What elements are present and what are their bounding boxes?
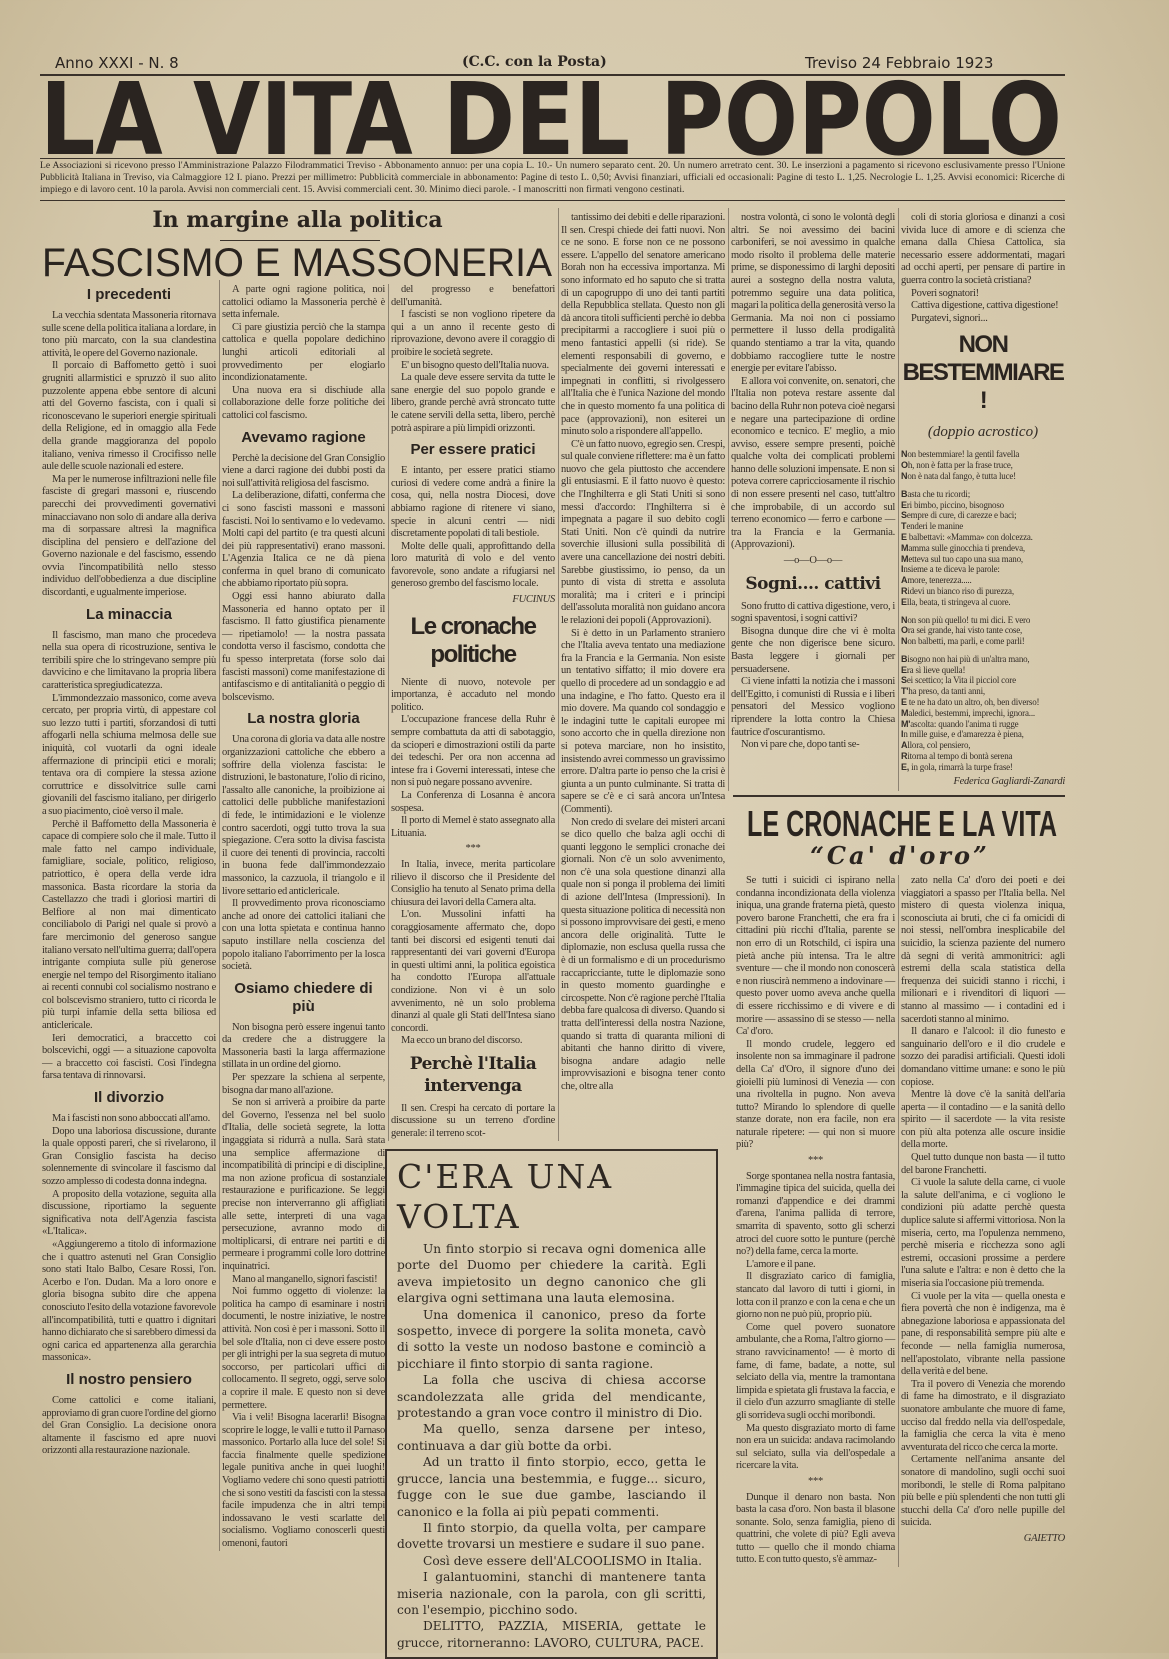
paragraph: La Conferenza di Losanna è ancora sospesa. (391, 790, 555, 814)
lead-kicker: In margine alla politica (152, 207, 443, 233)
title-rule (40, 158, 1065, 159)
paragraph: Perchè il Baffometto della Massoneria è capace di compiere solo che il male. Tutto il male fatto nel campo individuale, famigliare, sociale, politico, religioso, patriottico, è opera della verde idra massonica. Basta ricordare la storia da Castellazzo che tradì i gloriosi martiri di Belfiore al non mai dimenticato conciliabolo di Parigi nel quale si provò a fare mercimonio del generoso sangue italiano versato nell'ultima guerra; dall'opera intrigante compiuta sulle più generose energie nel tempo del Risorgimento italiano ai recenti connubi col socialismo nostrano e col bolscevismo straniero, tutto ci ricorda le più turpi infamie della setta biliosa ed anticlericale. (42, 818, 216, 1032)
paragraph: A proposito della votazione, seguita alla discussione, riportiamo la seguente significativa nota dell'Agenzia fascista «L'Italica». (42, 1188, 216, 1238)
paragraph: Ieri democratici, a braccetto coi bolscevichi, oggi — a situazione capovolta — a braccetto coi fascisti. Così l'indegna farsa tentava di rinnovarsi. (42, 1032, 216, 1082)
paragraph: La quale deve essere servita da tutte le sane energie del suo popolo grande e libero, grande perchè avrà stroncato tutte le catene servili della setta, libero, perchè potrà aspirare a più limpidi orizzonti. (391, 372, 555, 434)
byline: FUCINUS (512, 594, 555, 606)
paragraph: Se tutti i suicidi ci ispirano nella condanna incondizionata della violenza iniqua, una grande fraterna pietà, questo povero barone Franchetti, che era fra i cittadini più ricchi d'Italia, parente se non erro di un Rotschild, ci ispira una pietà anche più intensa. Tra le altre sventure — che il mondo non conoscerà e non riuscirà nemmeno a indovinare — questo pover uomo aveva anche quella di essere ricchissimo e di vivere e di morire — assassino di se stesso — nella Ca' d'oro. (736, 875, 895, 1038)
section-heading: La nostra gloria (247, 710, 360, 728)
column-divider (898, 208, 899, 791)
paragraph: L'immondezzaio massonico, come aveva cercato, per propria virtù, di appestare col suo lezzo tutti i partiti, sforzandosi di tutti affogarli nella schiuma melmosa delle sue iniquità, col vuotarli da ogni ideale affermazione di principii etici e morali; tentava ora di compiere la stessa azione corruttrice e dissolvitrice sulle carni giovanili del fascismo italiano, per dirigerlo a suo piacimento, cioè verso il male. (42, 692, 216, 817)
paragraph: Non credo di svelare dei misteri arcani se dico quello che balza agli occhi di quanti leggono le semplici cronache dei giornali. Non c'è un solo avvenimento, non c'è una sola questione dinanzi alla quale non si ponga il problema dei limiti di azione dell'Intesa (Impressioni). In questa situazione politica di necessità non si possono improvvisare dei gesti, e meno ancora delle originalità. Tutte le diplomazie, non esclusa quella russa che è di un formalismo e di un procedurismo raccapricciante, tutte le diplomazie sono in questo momento guardinghe e circospette. Non c'è ragione perchè l'Italia debba fare qualcosa di diverso. Quando si tratta dell'interessi della nostra Nazione, quando si tratta di quaranta milioni di abitanti che hanno diritto di vivere, bisogna andare adagio nelle improvvisazioni e bisogna tener conto che, oltre alla (561, 816, 725, 1092)
paragraph: Ma ecco un brano del discorso. (401, 1035, 523, 1047)
article-headline: Le cronache politiche (410, 612, 536, 668)
cronache-vita-subhead: “Ca' d'oro” (810, 841, 990, 870)
paragraph: Sono frutto di cattiva digestione, vero, i sogni spaventosi, i sogni cattivi? (731, 600, 895, 625)
section-heading: I precedenti (86, 286, 172, 303)
poem-line: Allora, col pensiero, (901, 740, 971, 751)
svg-text:FASCISMO E MASSONERIA: FASCISMO E MASSONERIA (42, 242, 553, 278)
section-heading: Avevamo ragione (241, 428, 366, 446)
paragraph: C'è un fatto nuovo, egregio sen. Crespi, sul quale conviene riflettere: ma è un fatto nuovo che gela piuttosto che accendere gli entusiasmi. E il fatto nuovo è questo: che l'Inghilterra e gli Stati Uniti si sono messi d'accordo: l'Inghilterra si è impegnata a pagare il suo debito cogli Stati Uniti. Non c'è quindi da nutrire soverchie illusioni sulla possibilità di avere una cancellazione dei nostri debiti. Sarebbe giustissimo, io penso, da un punto di vista di stretta e assoluta moralità; ma i criteri e i principi dell'assoluta moralità non guidano ancora le relazioni dei popoli (Approvazioni). (561, 438, 725, 626)
paragraph: In Italia, invece, merita particolare rilievo il discorso che il Presidente del Consiglio ha tenuto al Senato prima della chiusura dei lavori della Camera alta. (391, 858, 555, 908)
byline: GAIETTO (1023, 1532, 1065, 1544)
box-paragraph: La folla che usciva di chiesa accorse scandolezzata alle grida del mendicante, protestando a gran voce contro il ministro di Dio. (397, 1373, 706, 1421)
column-5 (731, 212, 895, 752)
poem-line: T'ha preso, da tanti anni, (901, 686, 985, 697)
cronache-vita-headline (745, 799, 1060, 841)
paragraph: del progresso e benefattori dell'umanità. (391, 284, 555, 308)
paragraph: L'on. Mussolini infatti ha coraggiosamente affermato che, dopo tanti bei discorsi ed esigenti tenuti dai rappresentanti dei vari governi d'Europa in questi ultimi anni, la politica egoistica ha condotto l'Europa all'attuale condizione. Non vi è un solo avvenimento, nè un solo problema dinanzi al quale gli Stati dell'Intesa siano concordi. (391, 909, 555, 1034)
poem-line: Bisogno non hai più di un'altra mano, (901, 653, 1030, 664)
paragraph: Il disgraziato carico di famiglia, stancato dal lavoro di tutti i giorni, in lotta con il pranzo e con la cena e che un giorno non ne può più, proprio più. (736, 1271, 895, 1321)
section-heading: Per essere pratici (410, 441, 536, 459)
paragraph: Certamente nell'anima ansante del sonatore di mandolino, sugli occhi suoi moribondi, le stelle di Roma palpitano più belle e più splendenti che non tutti gli stucchi della Ca' d'oro nelle pupille del suicida. (901, 1454, 1065, 1529)
poem-line: Tenderi le manine (901, 521, 964, 532)
box-paragraph: Un finto storpio si recava ogni domenica alle porte del Duomo per chiedere la carità. Egli aveva impietosito un degno canonico che gli elargiva ogni settimana una lauta elemosina. (397, 1242, 706, 1306)
column-6 (901, 212, 1065, 791)
paragraph: Come cattolici e come italiani, approviamo di gran cuore l'ordine del giorno del Gran Consiglio. La decisione onora altamente il fascismo ed apre nuovi orizzonti alla restaurazione nazionale. (42, 1394, 216, 1457)
paragraph: Una nuova era si dischiude alla collaborazione delle forze politiche dei cattolici col fascismo. (222, 384, 385, 421)
paragraph: Se non si arriverà a proibire da parte del Governo, l'essenza nel bel suolo d'Italia, delle società segrete, la lotta ingaggiata si ridurrà a nulla. Sarà stata una semplice affermazione di incompatibilità di principi e di discipline, ma non azione proficua di sostanziale restaurazione e purificazione. Se leggi precise non interverranno gli affigliati alle sette, interpreti di una vaga persecuzione, avranno modo di moltiplicarsi, di entrare nei partiti e di permeare i programmi colle loro dottrine inquinatrici. (222, 1097, 385, 1272)
paragraph: L'occupazione francese della Ruhr è sempre combattuta da atti di sabotaggio, da scioperi e dimostrazioni ostili da parte dei tedeschi. Per ora non accenna ad intese fra i Governi interessati, intese che non si può negare possano avvenire. (391, 714, 555, 789)
box-paragraph: Così deve essere dell'ALCOOLISMO in Italia. (423, 1553, 703, 1568)
paragraph: Ma i fascisti non sono abboccati all'amo. (52, 1113, 211, 1125)
box-paragraph: Il finto storpio, da quella volta, per campare dovette trovarsi un mestiere e sudare il suo pane. (397, 1520, 706, 1552)
paragraph: Il sen. Crespi ha cercato di portare la discussione su un terreno d'ordine generale: il terreno scot- (391, 1102, 555, 1140)
paragraph: Il porto di Memel è stato assegnato alla Lituania. (391, 815, 555, 839)
paragraph: Come quel povero suonatore ambulante, che a Roma, l'altro giorno — strano ravvicinamento! — è morto di fame, di fame, badate, a notte, sul selciato della via, mentre la tramontana limpida e spietata gli frustava la faccia, e il cielo d'un azzurro smagliante di stelle gli sorrideva sugli occhi moribondi. (736, 1321, 895, 1421)
paragraph: Si è detto in un Parlamento straniero che l'Italia aveva tentato una mediazione fra la Francia e la Germania. Non esiste un tentativo siffatto; il mio dovere era quello di procedere ad un sondaggio e ad una indagine, e l'ho fatto. Questo era il mio dovere. Ma quando col sondaggio e le indagini tutte le capitali europee mi sono accorto che in quella direzione non si poteva marciare, non ho insistito, insistendo avrei commesso un gravissimo errore. D'altra parte io penso che la crisi è giunta a un punto culminante. Si tratta di sapere se c'è e ci sarà ancora un'Intesa (Commenti). (561, 627, 725, 815)
section-heading: Osiamo chiedere di più (234, 979, 373, 1015)
byline: Federica Gagliardi-Zanardi (953, 775, 1065, 787)
paragraph: A parte ogni ragione politica, noi cattolici odiamo la Massoneria perchè è setta infernale. (222, 284, 385, 321)
poem-line: Ora sei grande, hai visto tante cose, (901, 625, 1023, 636)
poem-line: Sempre di cure, di carezze e baci; (901, 510, 1017, 521)
poem-line: Ella, beata, ti stringeva al cuore. (901, 596, 1011, 607)
paragraph: «Aggiungeremo a titolo di informazione che i quattro astenuti nel Gran Consiglio sono stati Italo Balbo, Cesare Rossi, l'on. Acerbo e l'on. Dudan. Ma a loro onore e gloria bisogna subito dire che appena conosciuto l'esito della votazione favorevole all'incompatibilità, tutti e quattro i dignitari hanno dichiarato che si sarebbero dimessi da ogni carica ed appartenenza alla gerarchia massonica». (42, 1238, 216, 1364)
paragraph: Ci viene infatti la notizia che i massoni dell'Egitto, i comunisti di Russia e i liberi pensatori del Messico vogliono riprendere la lotta contro la Chiesa fautrice d'oscurantismo. (731, 676, 895, 738)
postal-note: (C.C. con la Posta) (462, 54, 607, 70)
section-rule (733, 795, 1065, 797)
box-paragraph: Ad un tratto il finto storpio, ecco, getta le grucce, lancia una bestemmia, e fugge... sicuro, fugge con le sue due gambe, lasciando il canonico e la folla ai più pepati commenti. (397, 1455, 706, 1519)
paragraph: Il porcaio di Baffometto gettò i suoi grugniti allarmistici e spruzzò il suo alito puzzolente appena ebbe sentore di alcuni atti del Governo fascista, con i quali si riconoscevano le superiori energie spirituali della Religione, ed in omaggio alla Fede della grande maggioranza del popolo italiano, veniva rimesso il Crocifisso nelle aule delle scuole nazionali ed estere. (42, 360, 216, 473)
poem-line: E, in gola, rimarrà la turpe frase! (901, 761, 1013, 772)
paragraph: Bisogna dunque dire che vi è molta gente che non digerisce bene sicuro. Basta leggere i giornali per persuadersene. (731, 625, 895, 675)
paragraph: Il danaro e l'alcool: il dio funesto e sanguinario dell'oro e il dio crudele e sozzo dei paradisi artificiali. Questi idoli domandano vittime umane: e sono le più copiose. (901, 1026, 1065, 1088)
paragraph: Poveri sognatori! (911, 287, 979, 299)
paragraph: Noi fummo oggetto di violenze: la politica ha campo di esaminare i nostri documenti, le nostre iniziative, le nostre attività. Non così è per i massoni. Sotto il bel sole d'Italia, non ci deve essere posto per gli intrighi per la sua segreta di mutuo soccorso, per particolari uffici di collocamento. Il segreto, oggi, serve solo a coprire il male. E questo non si deve permettere. (222, 1286, 385, 1411)
separator: —o—O—o— (783, 555, 843, 567)
paragraph: Il mondo crudele, leggero ed insolente non sa immaginare il padrone della Ca' d'Oro, il signore d'uno dei gioielli più luminosi di Venezia — con una rivoltella in pugno. Non aveva tutto? Mirando lo splendore di quelle stanze dorate, non era facile, non era naturale ripetere: — qui non si muore più? (736, 1038, 895, 1151)
column-2 (222, 284, 385, 1551)
poem-line: E te ne ha dato un altro, oh, ben diverso! (901, 697, 1040, 708)
column-3 (391, 284, 555, 1141)
poem-line: Era sì lieve quella! (901, 664, 966, 675)
column-divider (898, 875, 899, 1567)
poem-line: Non bestemmiare! la gentil favella (901, 449, 1020, 460)
lead-headline (40, 242, 555, 278)
paragraph: Ma per le numerose infiltrazioni nelle file fasciste di gregari massoni e, riuscendo parecchi dei provvedimenti governativi minacciavano non solo di andare alla deriva ma di sorpassare altresì la magnifica disciplina del pensiero e dell'azione del Governo nazionale e del fascismo, essendo ovvia l'incompatibilità nello stesso individuo dell'obbedienza a due discipline discordanti, e ugualmente imperiose. (42, 473, 216, 599)
paragraph: La deliberazione, difatti, conferma che ci sono fascisti massoni e massoni fascisti. Noi lo sentivamo e lo vedevamo. Molti capi del partito (e tra questi alcuni dei più rappresentativi) erano massoni. L'Agenzia Italica ce ne dà piena conferma in quel brano di comunicato che abbiamo riportato più sopra. (222, 490, 385, 590)
notice-rule (40, 200, 1065, 201)
paragraph: Non bisogna però essere ingenui tanto da credere che a distruggere la Massoneria basti la larga affermazione stillata in un ordine del giorno. (222, 1021, 385, 1071)
column-divider (219, 280, 220, 1551)
poem-line: Maledici, bestemmi, imprechi, ignora... (901, 707, 1035, 718)
box-title: C'ERA UNA VOLTA (397, 1157, 614, 1236)
paragraph: tantissimo dei debiti e delle riparazioni. Il sen. Crespi chiede dei fatti nuovi. Non ce ne sono. E forse non ce ne possono essere. L'appello del senatore americano Borah non ha eccessiva importanza. Mi sono informato ed ho saputo che si tratta di un capogruppo di uno dei tanti partiti della Repubblica stellata. Questo non gli dà ancora titoli sufficienti perchè io debba precipitarmi a raccogliere i suoi più o meno fantastici appelli (si ride). Se elementi responsabili di governo, e specialmente dei governi interessati e impegnati in conflitti, si rivolgessero all'Italia che è l'unica Nazione del mondo che in questo momento fa una politica di pace (approvazioni), non esiterei un minuto solo a rispondere all'appello. (561, 212, 725, 438)
stanza-gap (901, 647, 1065, 654)
poem-line: Mamma sulle ginocchia ti prendeva, (901, 542, 1025, 553)
paragraph: Sorge spontanea nella nostra fantasia, l'immagine tipica del suicida, quella dei romanzi d'appendice e dei drammi d'arena, l'anima pallida di terrore, smarrita di spavento, sotto gli scherzi atroci del cuore sotto le punture (perchè no?) della fame, cerca la morte. (736, 1170, 895, 1258)
paragraph: Ma questo disgraziato morto di fame non era un suicida: andava racimolando sul selciato, sulla via dell'ospedale a ricercare la vita. (736, 1422, 895, 1472)
newspaper-title (38, 76, 1068, 158)
svg-text:LA VITA DEL POPOLO: LA VITA DEL POPOLO (40, 76, 1062, 158)
svg-text:LE CRONACHE E LA VITA: LE CRONACHE E LA VITA (747, 803, 1057, 841)
paragraph: Perchè la decisione del Gran Consiglio viene a darci ragione dei dubbi posti da noi sull'attività religiosa del fascismo. (222, 452, 385, 489)
paragraph: E intanto, per essere pratici stiamo curiosi di vedere come andrà a finire la cosa, qui, nella nostra Diocesi, dove abbiamo ragione di ritenere vi siano, specie in alcuni centri — nidi discretamente popolati di tali bestiole. (391, 465, 555, 540)
separator: *** (808, 1155, 823, 1167)
poem-line: Non balbetti, ma parli, e come parli! (901, 636, 1025, 647)
paragraph: Via i veli! Bisogna lacerarli! Bisogna scoprire le logge, le valli e tutto il Parnaso massonico. Portarlo alla luce del sole! Si faccia finalmente quelle spedizione legale punitiva anche in quei luoghi! Vogliamo vedere chi sono questi patriotti che si sono vestiti da fascisti con la stessa facile impudenza che in altri tempi indossavano le vesti scarlatte del socialismo. Vogliamo conoscerli questi omenoni, fautori (222, 1412, 385, 1550)
article-headline: Perchè l'Italia intervenga (409, 1053, 537, 1096)
poem-line: Insieme a te diceva le parole: (901, 564, 1000, 575)
paragraph: Niente di nuovo, notevole per importanza, è accaduto nel mondo politico. (391, 676, 555, 713)
section-heading: La minaccia (86, 605, 172, 623)
paragraph: L'amore e il pane. (746, 1258, 816, 1270)
section-heading: Il nostro pensiero (66, 1370, 192, 1388)
separator: *** (465, 843, 481, 855)
paragraph: E allora voi convenite, on. senatori, che l'Italia non poteva restare assente dal bacino della Ruhr non poteva cioè negarsi e negare una partecipazione di ordine economico e tecnico. E' meglio, a mio avviso, essere sempre presenti, poichè qualche volta dei complicati problemi hanno delle soluzioni impensate. E non si poteva correre capricciosamente il rischio di non essere presenti nel caso, tutt'altro che improbabile, di un accordo sul terreno economico — ferro e carbone — tra la Francia e la Germania. (Approvazioni). (731, 375, 895, 551)
paragraph: Cattiva digestione, cattiva digestione! (911, 300, 1059, 312)
poem-line: Non son più quello! tu mi dici. E vero (901, 614, 1031, 625)
paragraph: Il provvedimento prova riconosciamo anche ad onore dei cattolici italiani che con una lotta spietata e continua hanno saputo instillare nella coscienza del popolo italiano l'aborrimento per la losca società. (222, 898, 385, 973)
column-6-lower (901, 875, 1065, 1548)
stanza-gap (901, 482, 1065, 489)
paragraph: Per spezzare la schiena al serpente, bisogna dar mano all'azione. (222, 1072, 385, 1096)
article-headline: NON BESTEMMIARE ! (902, 331, 1064, 415)
paragraph: Oggi essi hanno abiurato dalla Massoneria ed hanno optato per il fascismo. Il fatto giustifica pienamente — ripetiamolo! — la nostra passata condotta verso il fascismo, condotta che fu spesso interpretata (forse solo dai fascisti massoni) come manifestazione di antifascismo e di antitalianità o peggio di bolscevismo. (222, 591, 385, 703)
paragraph: Ci vuole la salute della carne, ci vuole la salute dell'anima, e ci vogliono le condizioni più adatte perchè questa duplice salute si affermi vittoriosa. Non la miseria, certo, ma l'opulenza nemmeno, perchè miseria e ricchezza sono agli estremi, occasioni prossime a perdere l'una salute e l'altra: e non è detto che la miseria sia l'occasione più tremenda. (901, 1177, 1065, 1289)
paragraph: Una corona di gloria va data alle nostre organizzazioni cattoliche che ebbero a soffrire della violenza fascista: le distruzioni, le bastonature, l'olio di ricino, l'assalto alle canoniche, la proibizione ai cattolici delle pubbliche manifestazioni di fede, le intimidazioni e le violenze contro sacerdoti, oggi tutto trova la sua spiegazione. C'era sotto la divisa fascista il cuore dei tenenti di provincia, raccolti in buona fede dall'immondezzaio massonico, la cazzuola, il triangolo e il livore settario ed anticlericale. (222, 734, 385, 897)
column-divider (558, 208, 559, 1141)
box-paragraph: I galantuomini, stanchi di mantenere tanta miseria nazionale, con la parola, con gli scritti, con l'esempio, picchino sodo. (397, 1570, 706, 1617)
subheading: (doppio acrostico) (927, 424, 1039, 441)
paragraph: Il fascismo, man mano che procedeva nella sua opera di ricostruzione, sentiva le terribili spire che lo stringevano sempre più davvicino e che limitavano la propria libera caratteristica spregiudicatezza. (42, 629, 216, 692)
poem-line: Non è nata dal fango, è tutta luce! (901, 470, 1016, 481)
cera-una-volta-box (385, 1149, 718, 1659)
paragraph: Ci pare giustizia perciò che la stampa cattolica e quella popolare dedichino lunghi articoli editoriali al provvedimento per elogiarlo incondizionatamente. (222, 321, 385, 384)
poem-line: Ridevi un bianco riso di purezza, (901, 585, 1014, 596)
paragraph: Quel tutto dunque non basta — il tutto del barone Franchetti. (901, 1152, 1065, 1176)
paragraph: La vecchia sdentata Massoneria ritornava sulle scene della politica italiana a lordare, in tono più marcato, con la sua clandestina attività, le opere del Governo nazionale. (42, 310, 216, 359)
column-5-lower (736, 875, 895, 1567)
column-4 (561, 212, 725, 1094)
kicker-rule (220, 240, 380, 241)
column-1 (42, 280, 216, 1458)
box-paragraph: Ma quello, senza darsene per inteso, continuava a dar giù botte da orbi. (397, 1422, 706, 1453)
paragraph: Dunque il denaro non basta. Non basta la casa d'oro. Non basta il blasone sonante. Solo, senza famiglia, pieno di quattrini, che volete di più? Egli aveva tutto — quello che il mondo chiama tutto. E con tutto questo, s'è ammaz- (736, 1491, 895, 1566)
issue-number: Anno XXXI - N. 8 (55, 54, 179, 72)
paragraph: Mano al manganello, signori fascisti! (232, 1273, 378, 1285)
paragraph: Mentre là dove c'è la sanità dell'aria aperta — il contadino — e la sanità dello spirito — il sacerdote — la vita resiste con più alta potenza alle oscure insidie della morte. (901, 1089, 1065, 1151)
poem-line: In mille guise, e d'amarezza è piena, (901, 729, 1024, 740)
paragraph: Tra il povero di Venezia che morendo di fame ha dimostrato, e il disgraziato suonatore ambulante che muore di fame, ucciso dal freddo nella via dell'ospedale, la famiglia che cerca la vita è meno avventurata del ricco che cerca la morte. (901, 1378, 1065, 1453)
paragraph: Purgatevi, signori... (911, 312, 988, 324)
paragraph: zato nella Ca' d'oro dei poeti e dei viaggiatori a spasso per l'Italia bella. Nel mistero di questa violenza iniqua, sconosciuta ai bruti, che ci fa omicidi di noi stessi, nell'ombra inesplicabile del suicidio, la scienza paziente del numero dà segni di verità ammonitrici: agli estremi della scala statistica della frequenza dei suicidi stanno i ricchi, i milionari e i rivenditori di liquori — stanno al massimo — i contadini ed i sacerdoti stanno al minimo. (901, 875, 1065, 1025)
paragraph: I fascisti se non vogliono ripetere da qui a un anno il recente gesto di riprovazione, devono avere il coraggio di proibire le società segrete. (391, 309, 555, 358)
column-divider (728, 208, 729, 791)
poem-line: Amore, tenerezza..... (901, 575, 972, 586)
poem-line: E balbettavi: «Mamma» con dolcezza. (901, 531, 1033, 542)
paragraph: E' un bisogno questo dell'Italia nuova. (401, 359, 549, 371)
paragraph: Ci vuole per la vita — quella onesta e fiera povertà che non è indigenza, ma è abnegazione laboriosa e appassionata del pane, di responsabilità sempre più alte e feconde — nella famiglia numerosa, nell'apostolato, vibrante nella passione della verità e del bene. (901, 1290, 1065, 1378)
paragraph: nostra volontà, ci sono le volontà degli altri. Se noi avessimo dei bacini carboniferi, se noi avessimo in qualche modo risolto il problema delle materie prime, se disponessimo di larghi depositi aurei a sostegno della nostra valuta, potremmo seguire una data politica, magari la politica della generosità verso la Germania. Ma noi non ci possiamo permettere il lusso della prodigalità quando stentiamo a trar la vita, quando dobbiamo raccogliere tutte le nostre energie per evitare l'abisso. (731, 212, 895, 375)
paragraph: Non vi pare che, dopo tanti se- (741, 739, 860, 751)
paragraph: Dopo una laboriosa discussione, durante la quale opposti pareri, che si rivelarono, il Gran Consiglio fascista ha deciso solennemente di svincolare il fascismo dal sozzo amplesso di codesta donna indegna. (42, 1125, 216, 1187)
poem-line: Oh, non è fatta per la frase truce, (901, 460, 1013, 471)
box-paragraph: DELITTO, PAZZIA, MISERIA, gettate le grucce, ritorneranno: LAVORO, CULTURA, PACE. (397, 1619, 706, 1650)
poem-line: M'ascolta: quando l'anima ti rugge (901, 718, 1019, 729)
poem-line: Basta che tu ricordi; (901, 488, 971, 499)
box-paragraph: Una domenica il canonico, preso da forte sospetto, invece di porgere la solita moneta, cavò di sotto la veste un nodoso bastone e cominciò a picchiare il finto storpio di santa ragione. (397, 1307, 706, 1371)
paragraph: coli di storia gloriosa e dinanzi a così vivida luce di amore e di scienza che emana dalla Chiesa Cattolica, sia necessario essere addormentati, magari ad occhi aperti, per pensare di partire in guerra contro la società cristiana? (901, 212, 1065, 286)
dateline: Treviso 24 Febbraio 1923 (805, 54, 994, 72)
poem-line: Sei scettico; la Vita il picciol core (901, 675, 1016, 686)
paragraph: Molte delle quali, approfittando della loro maturità di volo e del vento favorevole, sono andate a rifugiarsi nel generoso grembo del fascismo locale. (391, 540, 555, 590)
column-divider (388, 284, 389, 1141)
subscription-notice: Le Associazioni si ricevono presso l'Amministrazione Palazzo Filodrammatici Treviso - Abbonamento annuo: per una copia L. 10.- Un numero separato cent. 20. Un numero arretrato cent. 30. Le inserzioni a pagamento si ricevono esclusivamente presso l'Unione Pubblicità Italiana in Treviso, via Calmaggiore 12 I. piano. Prezzi per millimetro: Pubblicità commerciale in abbonamento: Pagine di testo L. 0,50; Avvisi finanziari, ufficiali ed occasionali: Pagine di testo L. 1,25. Necrologie L. 1,25. Avvisi economici: Ricerche di impiego e di lavoro cent. 10 la parola. Avvisi non commerciali cent. 15. Avvisi commerciali cent. 30. Minimo dieci parole. - I manoscritti non firmati vengono cestinati. (40, 160, 1065, 195)
poem-line: Ritorna al tempo di bontà serena (901, 751, 1013, 762)
section-heading: Il divorzio (93, 1089, 164, 1107)
poem-line: Eri bimbo, piccino, bisognoso (901, 499, 1004, 510)
article-headline: Sogni.... cattivi (745, 573, 881, 594)
stanza-gap (901, 608, 1065, 615)
separator: *** (808, 1475, 823, 1487)
poem-line: Metteva sul tuo capo una sua mano, (901, 553, 1023, 564)
